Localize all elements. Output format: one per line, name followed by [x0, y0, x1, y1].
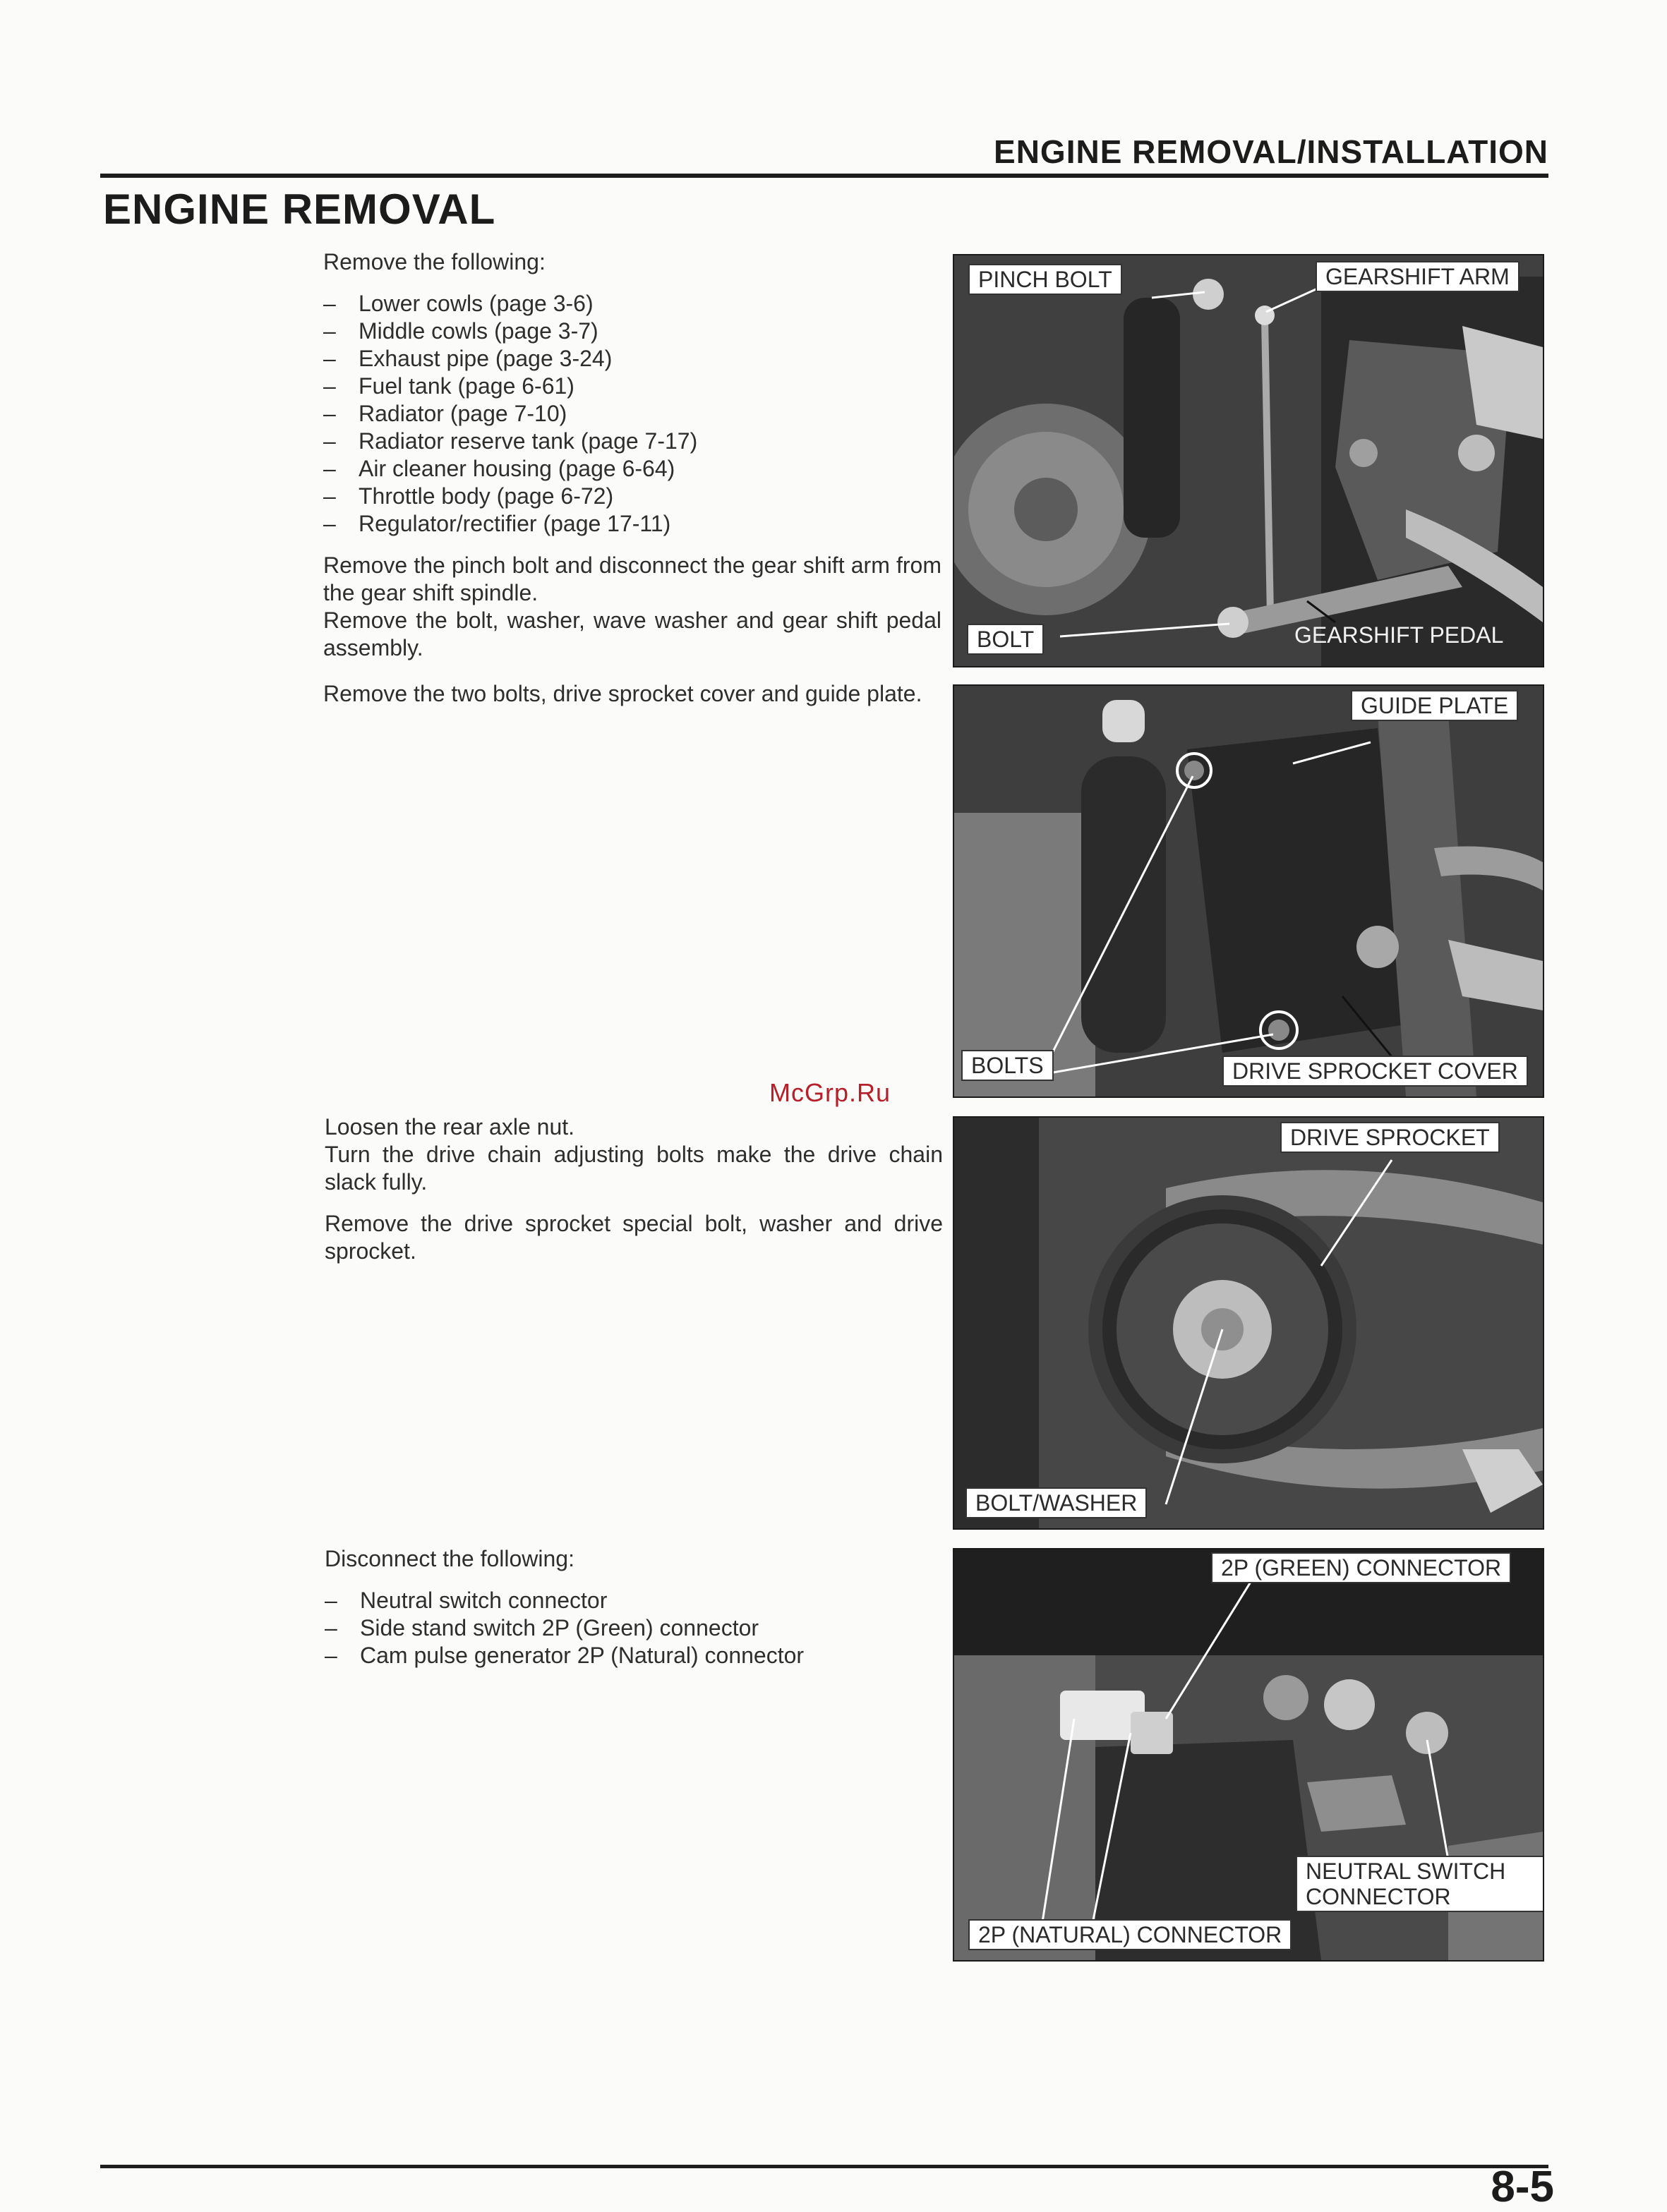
photo-drive-sprocket — [953, 1116, 1544, 1530]
list-item: – Fuel tank (page 6-61) — [323, 373, 941, 400]
step4-intro: Disconnect the following: — [325, 1546, 574, 1571]
list-item: – Neutral switch connector — [325, 1587, 943, 1614]
label-guide-plate: GUIDE PLATE — [1351, 690, 1518, 721]
watermark: McGrp.Ru — [769, 1078, 891, 1107]
photo-connectors — [953, 1548, 1544, 1962]
list-item: – Cam pulse generator 2P (Natural) connector — [325, 1642, 943, 1669]
photo-gearshift — [953, 254, 1544, 667]
step1-intro: Remove the following: — [323, 249, 546, 274]
step1-para2: Remove the bolt, washer, wave washer and gear shift pedal assembly. — [323, 608, 941, 660]
step1-text — [323, 248, 941, 662]
step1-para1: Remove the pinch bolt and disconnect the gear shift arm from the gear shift spindle. — [323, 552, 941, 605]
label-drive-sprocket: DRIVE SPROCKET — [1280, 1122, 1500, 1153]
running-header: ENGINE REMOVAL/INSTALLATION — [994, 133, 1548, 170]
label-bolts: BOLTS — [961, 1050, 1054, 1081]
list-item: – Radiator reserve tank (page 7-17) — [323, 428, 941, 455]
step4-list — [325, 1587, 943, 1669]
list-item: – Regulator/rectifier (page 17-11) — [323, 510, 941, 538]
list-item: – Throttle body (page 6-72) — [323, 483, 941, 510]
label-pinch-bolt: PINCH BOLT — [968, 264, 1122, 295]
photo-gearshift-drawing — [954, 255, 1543, 666]
list-item: – Radiator (page 7-10) — [323, 400, 941, 428]
label-bolt: BOLT — [967, 624, 1044, 655]
step4-text — [325, 1545, 943, 1669]
label-2p-green-connector: 2P (GREEN) CONNECTOR — [1211, 1552, 1511, 1583]
step1-list — [323, 290, 941, 538]
footer-rule — [100, 2165, 1548, 2168]
photo-drive-sprocket-drawing — [954, 1118, 1543, 1528]
list-item: – Middle cowls (page 3-7) — [323, 318, 941, 345]
list-item: – Side stand switch 2P (Green) connector — [325, 1614, 943, 1642]
step3-para3: Remove the drive sprocket special bolt, washer and drive sprocket. — [325, 1211, 943, 1264]
step3-para1: Loosen the rear axle nut. — [325, 1114, 575, 1140]
step2-text: Remove the two bolts, drive sprocket cover and guide plate. — [323, 681, 922, 706]
page-number: 8-5 — [1491, 2163, 1554, 2211]
label-bolt-washer: BOLT/WASHER — [965, 1487, 1147, 1518]
list-item: – Exhaust pipe (page 3-24) — [323, 345, 941, 373]
label-gearshift-pedal: GEARSHIFT PEDAL — [1294, 622, 1504, 648]
section-title: ENGINE REMOVAL — [103, 186, 496, 233]
label-gearshift-arm: GEARSHIFT ARM — [1316, 261, 1519, 292]
step3-para2: Turn the drive chain adjusting bolts make the drive chain slack fully. — [325, 1142, 943, 1195]
label-drive-sprocket-cover: DRIVE SPROCKET COVER — [1222, 1056, 1528, 1087]
list-item: – Air cleaner housing (page 6-64) — [323, 455, 941, 483]
label-2p-natural-connector: 2P (NATURAL) CONNECTOR — [968, 1919, 1292, 1950]
photo-sprocket-cover-drawing — [954, 686, 1543, 1096]
photo-sprocket-cover — [953, 684, 1544, 1098]
header-rule — [100, 174, 1548, 178]
list-item: – Lower cowls (page 3-6) — [323, 290, 941, 318]
label-neutral-switch-connector: NEUTRAL SWITCH CONNECTOR — [1296, 1856, 1544, 1912]
step3-text — [325, 1113, 943, 1265]
